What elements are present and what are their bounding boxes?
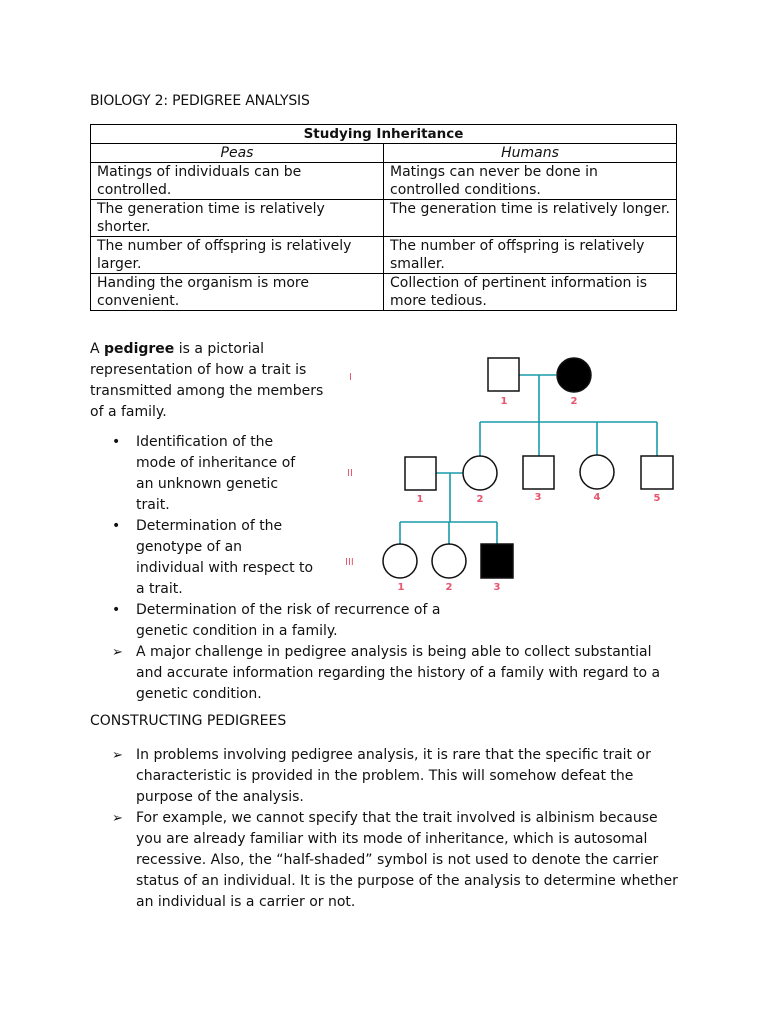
intro-suffix: is a pictorial representation of how a trait is transmitted among the members of a family. (90, 341, 324, 420)
individual-number: 2 (445, 582, 453, 593)
male-unaffected-symbol (641, 456, 673, 489)
individual-number: 1 (416, 494, 424, 505)
document-title: BIOLOGY 2: PEDIGREE ANALYSIS (90, 93, 310, 109)
table-cell: Collection of pertinent information is more tedious. (384, 274, 677, 311)
list-item-text: Identification of the mode of inheritance of an unknown genetic trait. (136, 434, 296, 513)
table-caption: Studying Inheritance (91, 125, 677, 144)
generation-label: II (347, 468, 353, 479)
generation-labels (345, 372, 354, 568)
challenge-text: A major challenge in pedigree analysis is being able to collect substantial and accurate information regarding the history of a family with regard to a genetic condition. (136, 644, 661, 702)
male-unaffected-symbol (405, 457, 436, 490)
female-unaffected-symbol (383, 544, 417, 578)
table-header-row (91, 144, 677, 163)
individual-number: 5 (653, 493, 661, 504)
pedigree-definition (90, 339, 335, 423)
male-unaffected-symbol (488, 358, 519, 391)
male-affected-symbol (481, 544, 513, 578)
generation-label: III (345, 557, 354, 568)
list-item-text: For example, we cannot specify that the trait involved is albinism because you are already familiar with its mode of inheritance, which is autosomal recessive. Also, the “half-shaded” symbol is not used to denote the carrier status of an individual. It is the purpose of the analysis to determine whether an individual is a carrier or not. (136, 810, 678, 910)
bullet-icon: • (112, 434, 121, 450)
individual-number: 2 (570, 396, 578, 407)
list-item-text (136, 600, 491, 642)
individual-number: 1 (500, 396, 508, 407)
table-cell: The generation time is relatively shorter. (91, 200, 384, 237)
female-affected-symbol (557, 358, 591, 392)
female-unaffected-symbol (432, 544, 466, 578)
intro-prefix: A (90, 341, 105, 357)
individual-number: 3 (493, 582, 501, 593)
list-item-text: In problems involving pedigree analysis, it is rare that the specific trait or characteristic is provided in the problem. This will somehow defeat the purpose of the analysis. (136, 747, 651, 805)
table-cell: The number of offspring is relatively smaller. (384, 237, 677, 274)
individual-number: 1 (397, 582, 405, 593)
female-unaffected-symbol (463, 456, 497, 490)
list-item-text-inner: Determination of the risk of recurrence of a genetic condition in a family. (136, 602, 441, 639)
list-item (90, 745, 690, 808)
constructing-points-list (90, 745, 690, 913)
individual-number: 2 (476, 494, 484, 505)
individual-number: 4 (593, 492, 601, 503)
section-heading-constructing-pedigrees: CONSTRUCTING PEDIGREES (90, 713, 287, 729)
male-unaffected-symbol (523, 456, 554, 489)
arrow-bullet-icon: ➢ (112, 811, 123, 826)
arrow-bullet-icon: ➢ (112, 645, 123, 660)
pedigree-symbols (383, 358, 673, 578)
arrow-bullet-icon: ➢ (112, 748, 123, 763)
table-cell: Handing the organism is more convenient. (91, 274, 384, 311)
female-unaffected-symbol (580, 455, 614, 489)
pedigree-diagram (335, 352, 680, 597)
table-cell: Matings of individuals can be controlled. (91, 163, 384, 200)
column-header-peas: Peas (91, 144, 384, 163)
list-item-text: Determination of the genotype of an individual with respect to a trait. (136, 518, 314, 597)
table-row (91, 237, 677, 274)
table-cell: The generation time is relatively longer. (384, 200, 677, 237)
pedigree-term: pedigree (104, 341, 175, 357)
table-caption-row (91, 125, 677, 144)
generation-label: I (349, 372, 352, 383)
column-header-humans: Humans (384, 144, 677, 163)
list-item (90, 600, 690, 642)
individual-number: 3 (534, 492, 542, 503)
list-item (90, 642, 690, 705)
table-row (91, 163, 677, 200)
inheritance-table (90, 124, 677, 311)
table-row (91, 274, 677, 311)
bullet-icon: • (112, 602, 121, 618)
table-cell: Matings can never be done in controlled conditions. (384, 163, 677, 200)
bullet-icon: • (112, 518, 121, 534)
table-row (91, 200, 677, 237)
table-cell: The number of offspring is relatively larger. (91, 237, 384, 274)
list-item (90, 808, 690, 913)
